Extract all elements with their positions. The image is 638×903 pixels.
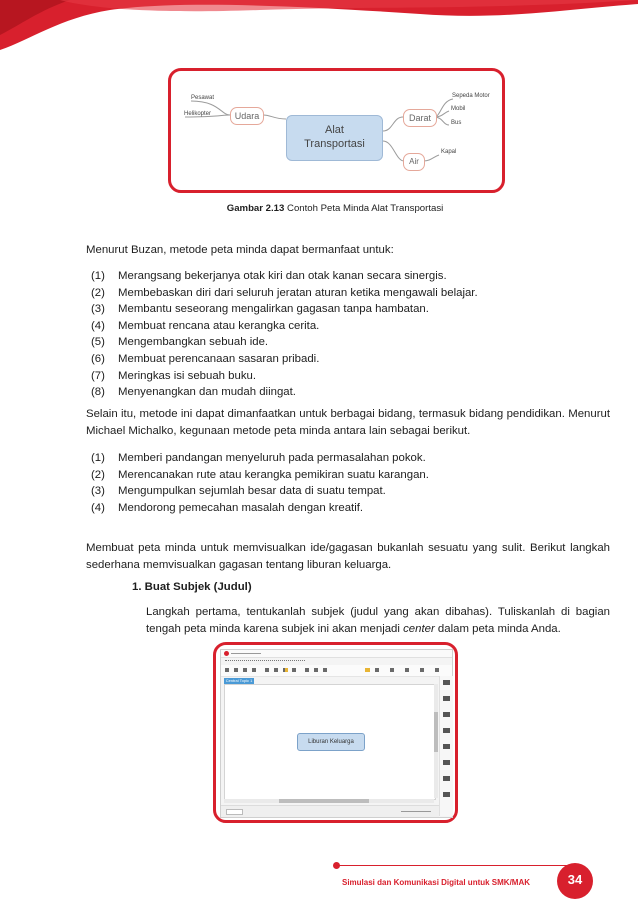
app-titlebar <box>221 650 452 658</box>
list-item <box>91 368 610 385</box>
paragraph-buzan: Menurut Buzan, metode peta minda dapat bermanfaat untuk: <box>86 244 394 256</box>
list-item <box>91 334 610 351</box>
list-item <box>91 467 610 484</box>
app-window <box>220 649 453 818</box>
list-item-text: Meringkas isi sebuah buku. <box>118 369 257 382</box>
app-tab[interactable]: Central Topic 1 <box>225 678 253 683</box>
footer-book-title: Simulasi dan Komunikasi Digital untuk SMK/MAK <box>342 878 531 887</box>
list-item-number: (1) <box>91 270 105 282</box>
header-wave <box>0 0 638 60</box>
figure-mindmap-frame <box>168 68 505 193</box>
leaf-bus: Bus <box>451 120 462 126</box>
leaf-mobil: Mobil <box>451 106 466 112</box>
list-item <box>91 268 610 285</box>
list-item-text: Menyenangkan dan mudah diingat. <box>118 386 296 399</box>
list-item <box>91 483 610 500</box>
app-logo-icon <box>224 651 229 656</box>
leaf-pesawat: Pesawat <box>191 95 215 101</box>
list-item-text: Mendorong pemecahan masalah dengan kreatif. <box>118 501 364 514</box>
page-number: 34 <box>567 872 583 887</box>
list-item-number: (7) <box>91 369 105 382</box>
footer-dot <box>333 862 340 869</box>
figure1-caption-label: Gambar 2.13 <box>226 203 285 214</box>
list-item-number: (2) <box>91 468 105 481</box>
app-canvas <box>224 684 436 800</box>
step1-text-before: Langkah pertama, tentukanlah subjek (judul yang akan dibahas). Tuliskanlah di bagian tengah peta minda karena subjek ini akan menjadi <box>146 606 610 635</box>
list-item-text: Merencanakan rute atau kerangka pemikiran suatu karangan. <box>118 468 429 481</box>
branch-darat: Darat <box>403 109 437 127</box>
list-item-number: (6) <box>91 352 105 365</box>
app-menubar <box>221 658 452 664</box>
leaf-helikopter: Helikopter <box>184 111 212 117</box>
list-item-text: Membuat perencanaan sasaran pribadi. <box>118 352 320 365</box>
branch-air: Air <box>403 153 425 171</box>
paragraph-langkah: Membuat peta minda untuk memvisualkan ide/gagasan bukanlah sesuatu yang sulit. Berikut langkah sederhana memvisualkan gagasan tentang liburan keluarga. <box>86 542 610 571</box>
list-item <box>91 285 610 302</box>
mindmap-transportasi <box>171 71 502 190</box>
figure-app-frame <box>213 642 458 823</box>
leaf-kapal: Kapal <box>441 149 457 155</box>
step1-text-em: center <box>403 623 435 635</box>
liburan-keluarga-node[interactable]: Liburan Keluarga <box>297 733 365 751</box>
figure1-caption-text: Contoh Peta Minda Alat Transportasi <box>284 203 444 214</box>
app-scrollbar-v[interactable] <box>434 684 438 798</box>
list-item <box>91 318 610 335</box>
list-item <box>91 384 610 401</box>
central-node-line2: Transportasi <box>304 138 365 150</box>
step1-text-after: dalam peta minda Anda. <box>434 623 561 635</box>
list-manfaat-buzan <box>91 268 610 401</box>
central-node <box>286 115 383 161</box>
step1-title: 1. Buat Subjek (Judul) <box>132 581 252 593</box>
list-item-text: Memberi pandangan menyeluruh pada permasalahan pokok. <box>118 452 426 464</box>
list-item-number: (4) <box>91 501 105 514</box>
app-title-bar-text <box>231 653 261 654</box>
list-kegunaan-michalko <box>91 450 610 516</box>
app-scrollbar-h[interactable] <box>224 799 434 803</box>
step1-text <box>146 604 610 638</box>
list-item-number: (3) <box>91 303 105 316</box>
list-item-text: Merangsang bekerjanya otak kiri dan otak kanan secara sinergis. <box>118 270 447 282</box>
list-item-text: Mengumpulkan sejumlah besar data di suatu tempat. <box>118 485 386 498</box>
branch-udara: Udara <box>230 107 264 125</box>
paragraph-michalko: Selain itu, metode ini dapat dimanfaatkan untuk berbagai bidang, termasuk bidang pendidikan. Menurut Michael Michalko, kegunaan metode peta minda antara lain sebagai berikut. <box>86 408 610 437</box>
list-item-number: (4) <box>91 319 105 332</box>
list-item <box>91 500 610 517</box>
footer-line <box>336 865 576 866</box>
list-item <box>91 351 610 368</box>
list-item-number: (8) <box>91 386 105 399</box>
app-toolbar <box>221 665 452 677</box>
leaf-sepeda-motor: Sepeda Motor <box>452 93 490 99</box>
list-item-text: Mengembangkan sebuah ide. <box>118 336 269 349</box>
list-item <box>91 301 610 318</box>
list-item-text: Membantu seseorang mengalirkan gagasan tanpa hambatan. <box>118 303 429 316</box>
list-item-text: Membuat rencana atau kerangka cerita. <box>118 319 320 332</box>
app-side-panel <box>439 676 453 816</box>
list-item-number: (2) <box>91 286 105 299</box>
list-item-text: Membebaskan diri dari seluruh jeratan aturan ketika mengawali belajar. <box>118 286 478 299</box>
list-item-number: (5) <box>91 336 105 349</box>
central-node-line1: Alat <box>325 124 344 136</box>
app-statusbar <box>221 805 439 817</box>
figure1-caption <box>0 203 638 214</box>
list-item-number: (1) <box>91 452 105 464</box>
list-item-number: (3) <box>91 485 105 498</box>
list-item <box>91 450 610 467</box>
